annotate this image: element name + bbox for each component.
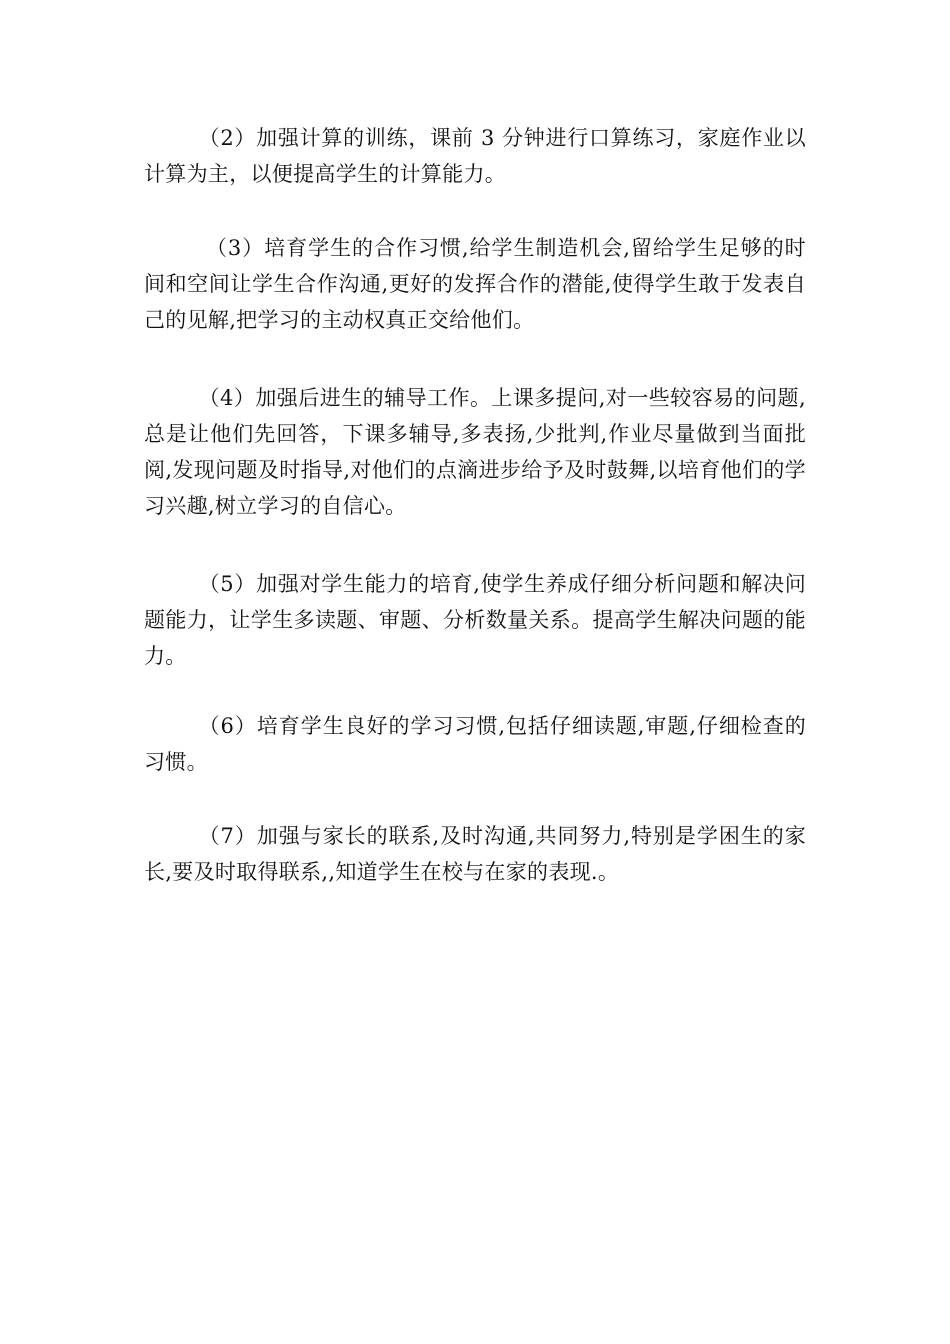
- paragraph-4: （4）加强后进生的辅导工作。上课多提问,对一些较容易的问题,总是让他们先回答，下课多辅导,多表扬,少批判,作业尽量做到当面批阅,发现问题及时指导,对他们的点滴进步给予及时鼓舞,以培育他们的学习兴趣,树立学习的自信心。: [144, 386, 806, 518]
- paragraph-6: （6）培育学生良好的学习习惯,包括仔细读题,审题,仔细检查的习惯。: [144, 714, 806, 774]
- paragraph-7: （7）加强与家长的联系,及时沟通,共同努力,特别是学困生的家长,要及时取得联系,,知道学生在校与在家的表现.。: [144, 824, 806, 884]
- paragraph-5: （5）加强对学生能力的培育,使学生养成仔细分析问题和解决问题能力，让学生多读题、审题、分析数量关系。提高学生解决问题的能力。: [144, 572, 806, 668]
- paragraph-2: （2）加强计算的训练，课前 3 分钟进行口算练习，家庭作业以计算为主，以便提高学生的计算能力。: [144, 126, 806, 186]
- paragraph-3: （3）培育学生的合作习惯,给学生制造机会,留给学生足够的时间和空间让学生合作沟通,更好的发挥合作的潜能,使得学生敢于发表自己的见解,把学习的主动权真正交给他们。: [144, 236, 806, 332]
